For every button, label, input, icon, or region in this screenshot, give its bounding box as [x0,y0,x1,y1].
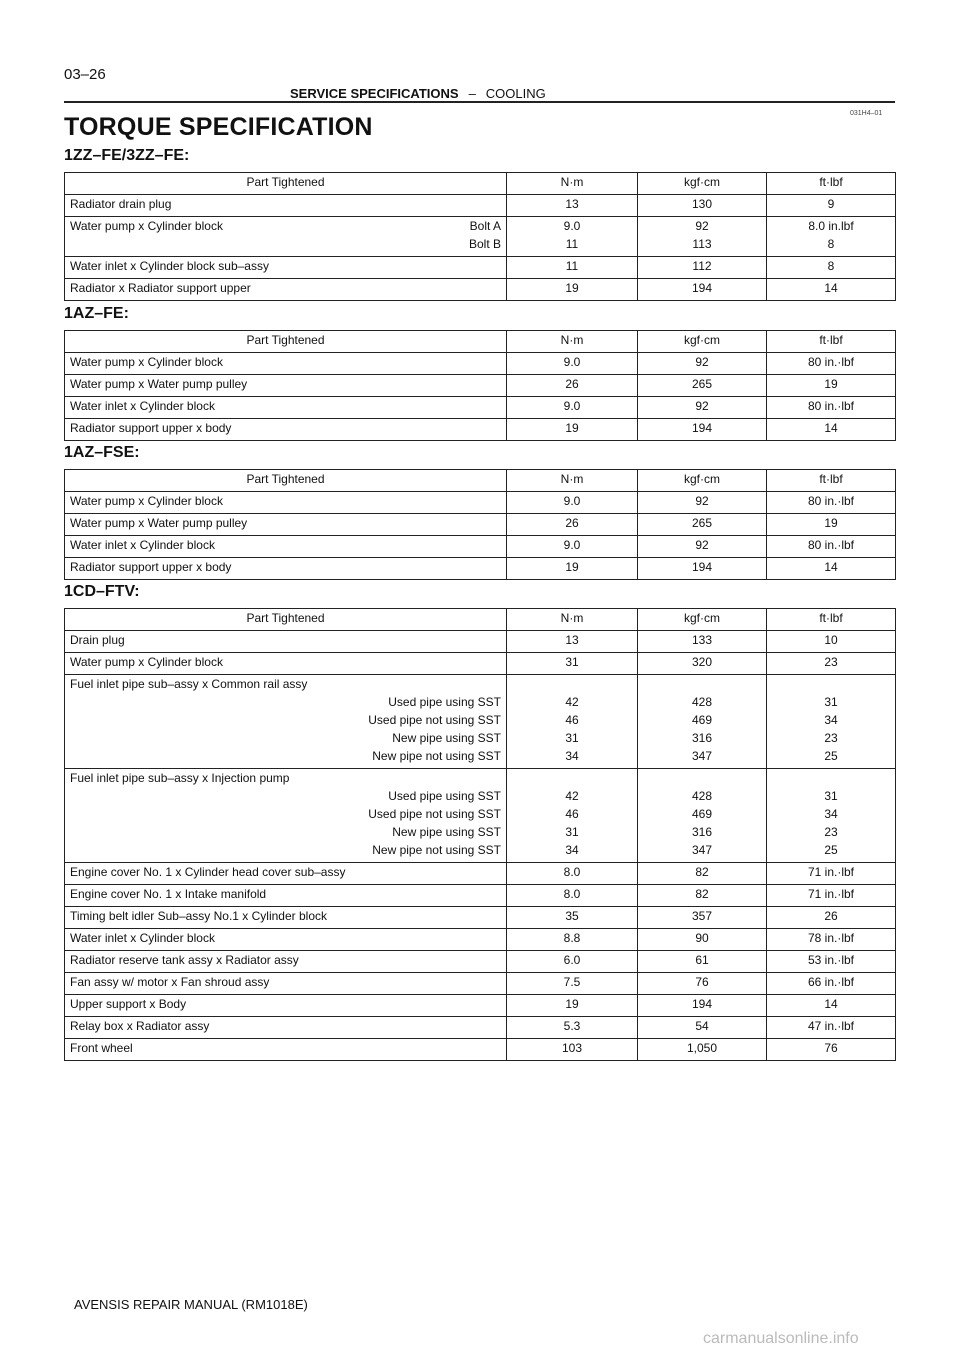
part-cell [65,257,507,279]
table-row [65,885,896,907]
value-nm: 42 [565,695,579,709]
part-name: Fuel inlet pipe sub–assy x Common rail assy [70,677,308,691]
part-condition: Bolt B [468,237,501,251]
column-header-kgf: kgf·cm [638,609,767,631]
column-header-kgf: kgf·cm [638,331,767,353]
table-row [65,631,896,653]
value-kgf: 92 [695,219,709,233]
part-name: Water pump x Cylinder block [70,655,223,669]
part-condition: Used pipe using SST [388,789,501,803]
value-cell-kgf: 133 [638,631,767,653]
value-cell-kgf: 194 [638,995,767,1017]
value-cell-nm: 31 [507,653,638,675]
torque-table-1az-fe [64,330,896,441]
part-cell [65,514,507,536]
value-kgf: 347 [691,749,713,763]
table-row [65,257,896,279]
part-name: Engine cover No. 1 x Cylinder head cover sub–assy [70,865,346,879]
part-line [70,217,501,235]
part-cell [65,631,507,653]
part-cell [65,653,507,675]
part-name: Front wheel [70,1041,133,1055]
value-cell-nm: 26 [507,375,638,397]
value-cell-kgf: 194 [638,419,767,441]
part-name: Radiator x Radiator support upper [70,281,251,295]
document-code: 031H4–01 [850,110,883,117]
value-cell-ft: 14 [767,558,896,580]
page-title: TORQUE SPECIFICATION [64,113,373,141]
table-row [65,653,896,675]
value-cell-nm: 26 [507,514,638,536]
column-header-nm: N·m [507,470,638,492]
value-cell-nm: 8.0 [507,863,638,885]
value-cell-kgf: 265 [638,375,767,397]
part-name: Water inlet x Cylinder block [70,399,215,413]
value-cell-nm: 9.0 [507,536,638,558]
value-kgf: 347 [691,843,713,857]
column-header-nm: N·m [507,173,638,195]
value-cell-ft [767,675,896,769]
value-cell-kgf: 112 [638,257,767,279]
column-header-part: Part Tightened [65,173,507,195]
part-name: Radiator support upper x body [70,421,232,435]
table-row [65,353,896,375]
part-name: Timing belt idler Sub–assy No.1 x Cylinder block [70,909,327,923]
part-name: Water pump x Cylinder block [70,355,223,369]
value-cell-kgf [638,217,767,257]
value-cell-nm [507,217,638,257]
part-name: Water pump x Water pump pulley [70,377,248,391]
value-cell-nm: 19 [507,279,638,301]
column-header-ftlbf: ft·lbf [767,609,896,631]
value-cell-nm: 11 [507,257,638,279]
value-cell-ft: 78 in.·lbf [767,929,896,951]
value-cell-nm: 9.0 [507,397,638,419]
value-cell-nm: 19 [507,995,638,1017]
table-header-row [65,609,896,631]
table-row [65,558,896,580]
value-cell-ft: 8 [767,257,896,279]
table-row [65,675,896,769]
value-cell-nm: 5.3 [507,1017,638,1039]
value-cell-ft: 26 [767,907,896,929]
value-cell-ft: 14 [767,279,896,301]
value-nm: 31 [565,825,579,839]
value-cell-kgf [638,769,767,863]
part-name: Water pump x Cylinder block [70,494,223,508]
value-cell-ft: 80 in.·lbf [767,397,896,419]
table-row [65,419,896,441]
part-cell [65,195,507,217]
table-row [65,863,896,885]
section-heading-1cd-ftv: 1CD–FTV: [64,583,140,600]
table-row [65,375,896,397]
part-cell [65,375,507,397]
value-cell-nm [507,769,638,863]
value-cell-nm: 8.8 [507,929,638,951]
value-cell-nm: 6.0 [507,951,638,973]
value-cell-kgf: 357 [638,907,767,929]
value-nm: 34 [565,843,579,857]
value-cell-ft: 53 in.·lbf [767,951,896,973]
value-cell-ft: 47 in.·lbf [767,1017,896,1039]
part-cell [65,863,507,885]
part-name: Upper support x Body [70,997,187,1011]
value-cell-nm: 35 [507,907,638,929]
column-header-kgf: kgf·cm [638,173,767,195]
table-row [65,1017,896,1039]
column-header-ftlbf: ft·lbf [767,470,896,492]
value-cell-ft: 23 [767,653,896,675]
value-cell-nm: 13 [507,631,638,653]
part-condition: Used pipe not using SST [368,807,501,821]
running-header [290,86,546,101]
part-name: Relay box x Radiator assy [70,1019,210,1033]
value-cell-ft: 19 [767,514,896,536]
table-row [65,1039,896,1061]
part-cell [65,973,507,995]
value-cell-kgf: 92 [638,353,767,375]
value-cell-ft: 80 in.·lbf [767,353,896,375]
value-cell-kgf: 82 [638,863,767,885]
part-name: Engine cover No. 1 x Intake manifold [70,887,267,901]
table-row [65,951,896,973]
part-name: Fan assy w/ motor x Fan shroud assy [70,975,270,989]
part-name: Radiator support upper x body [70,560,232,574]
value-kgf: 316 [691,731,713,745]
value-cell-nm: 19 [507,558,638,580]
page-number: 03–26 [64,66,106,83]
part-cell [65,558,507,580]
value-cell-nm: 9.0 [507,353,638,375]
table-row [65,995,896,1017]
part-cell [65,353,507,375]
table-row [65,397,896,419]
running-header-subsection: COOLING [485,86,546,101]
section-heading-1az-fse: 1AZ–FSE: [64,444,140,461]
value-nm: 34 [565,749,579,763]
value-ft: 31 [824,695,838,709]
value-nm: 9.0 [563,219,581,233]
value-cell-kgf: 194 [638,558,767,580]
value-nm: 31 [565,731,579,745]
part-cell [65,279,507,301]
column-header-part: Part Tightened [65,331,507,353]
value-kgf: 469 [691,807,713,821]
value-cell-nm: 103 [507,1039,638,1061]
section-heading-1zz-3zz: 1ZZ–FE/3ZZ–FE: [64,147,190,164]
table-row [65,769,896,863]
value-cell-nm: 13 [507,195,638,217]
column-header-part: Part Tightened [65,470,507,492]
part-cell [65,1017,507,1039]
value-kgf: 316 [691,825,713,839]
part-name: Water pump x Cylinder block [70,219,223,233]
part-cell [65,951,507,973]
value-cell-nm: 7.5 [507,973,638,995]
part-cell [65,536,507,558]
column-header-kgf: kgf·cm [638,470,767,492]
part-name: Water inlet x Cylinder block [70,538,215,552]
part-name: Fuel inlet pipe sub–assy x Injection pump [70,771,290,785]
value-cell-nm [507,675,638,769]
value-cell-kgf: 194 [638,279,767,301]
value-ft: 34 [824,713,838,727]
value-cell-ft: 80 in.·lbf [767,492,896,514]
value-cell-kgf [638,675,767,769]
table-row [65,907,896,929]
value-kgf: 113 [692,237,712,251]
part-cell [65,675,507,769]
section-heading-1az-fe: 1AZ–FE: [64,305,129,322]
table-row [65,217,896,257]
torque-table-1cd-ftv [64,608,896,1061]
value-ft: 23 [824,731,838,745]
table-row [65,279,896,301]
table-header-row [65,470,896,492]
part-cell [65,929,507,951]
value-cell-ft: 19 [767,375,896,397]
table-row [65,536,896,558]
table-row [65,514,896,536]
value-cell-kgf: 61 [638,951,767,973]
value-ft: 34 [824,807,838,821]
value-cell-kgf: 130 [638,195,767,217]
watermark: carmanualsonline.info [703,1330,859,1347]
value-cell-kgf: 92 [638,492,767,514]
part-cell [65,907,507,929]
value-nm: 42 [565,789,579,803]
part-condition: Bolt A [469,219,501,233]
torque-table-1az-fse [64,469,896,580]
table-row [65,929,896,951]
value-kgf: 428 [691,789,713,803]
value-cell-ft: 14 [767,995,896,1017]
part-cell [65,1039,507,1061]
part-cell [65,492,507,514]
part-cell [65,995,507,1017]
value-nm: 46 [565,807,579,821]
column-header-part: Part Tightened [65,609,507,631]
value-cell-ft [767,769,896,863]
part-cell [65,397,507,419]
part-name: Drain plug [70,633,125,647]
part-condition: New pipe using SST [392,825,501,839]
value-cell-kgf: 82 [638,885,767,907]
value-cell-ft: 14 [767,419,896,441]
value-cell-kgf: 76 [638,973,767,995]
value-cell-ft: 9 [767,195,896,217]
value-cell-nm: 9.0 [507,492,638,514]
part-condition: Used pipe not using SST [368,713,501,727]
value-cell-kgf: 92 [638,536,767,558]
value-kgf: 428 [691,695,713,709]
table-header-row [65,173,896,195]
value-cell-ft: 80 in.·lbf [767,536,896,558]
manual-footer: AVENSIS REPAIR MANUAL (RM1018E) [74,1297,308,1312]
part-condition: Used pipe using SST [388,695,501,709]
value-cell-kgf: 265 [638,514,767,536]
value-cell-kgf: 92 [638,397,767,419]
column-header-nm: N·m [507,609,638,631]
part-condition: New pipe not using SST [372,749,501,763]
value-cell-ft: 71 in.·lbf [767,885,896,907]
part-name: Radiator reserve tank assy x Radiator assy [70,953,299,967]
value-nm: 46 [565,713,579,727]
part-cell [65,217,507,257]
part-name: Water pump x Water pump pulley [70,516,248,530]
value-nm: 11 [565,237,579,251]
running-header-separator: – [468,86,476,101]
value-ft: 31 [824,789,838,803]
value-ft: 8.0 in.lbf [808,219,854,233]
column-header-nm: N·m [507,331,638,353]
value-cell-nm: 19 [507,419,638,441]
value-ft: 23 [824,825,838,839]
column-header-ftlbf: ft·lbf [767,173,896,195]
value-cell-kgf: 1,050 [638,1039,767,1061]
value-ft: 8 [827,237,835,251]
value-kgf: 469 [691,713,713,727]
running-header-section: SERVICE SPECIFICATIONS [290,86,459,101]
header-rule [64,101,895,103]
value-cell-ft: 76 [767,1039,896,1061]
table-row [65,195,896,217]
part-name: Water inlet x Cylinder block sub–assy [70,259,269,273]
table-row [65,973,896,995]
part-cell [65,885,507,907]
value-ft: 25 [824,843,838,857]
value-cell-kgf: 90 [638,929,767,951]
part-cell [65,769,507,863]
column-header-ftlbf: ft·lbf [767,331,896,353]
value-cell-ft: 10 [767,631,896,653]
table-row [65,492,896,514]
value-cell-kgf: 320 [638,653,767,675]
value-cell-nm: 8.0 [507,885,638,907]
value-cell-ft: 66 in.·lbf [767,973,896,995]
table-header-row [65,331,896,353]
part-name: Water inlet x Cylinder block [70,931,215,945]
part-condition: New pipe not using SST [372,843,501,857]
torque-table-1zz-3zz [64,172,896,301]
value-cell-kgf: 54 [638,1017,767,1039]
value-cell-ft [767,217,896,257]
part-name: Radiator drain plug [70,197,172,211]
part-cell [65,419,507,441]
value-ft: 25 [824,749,838,763]
part-condition: New pipe using SST [392,731,501,745]
value-cell-ft: 71 in.·lbf [767,863,896,885]
